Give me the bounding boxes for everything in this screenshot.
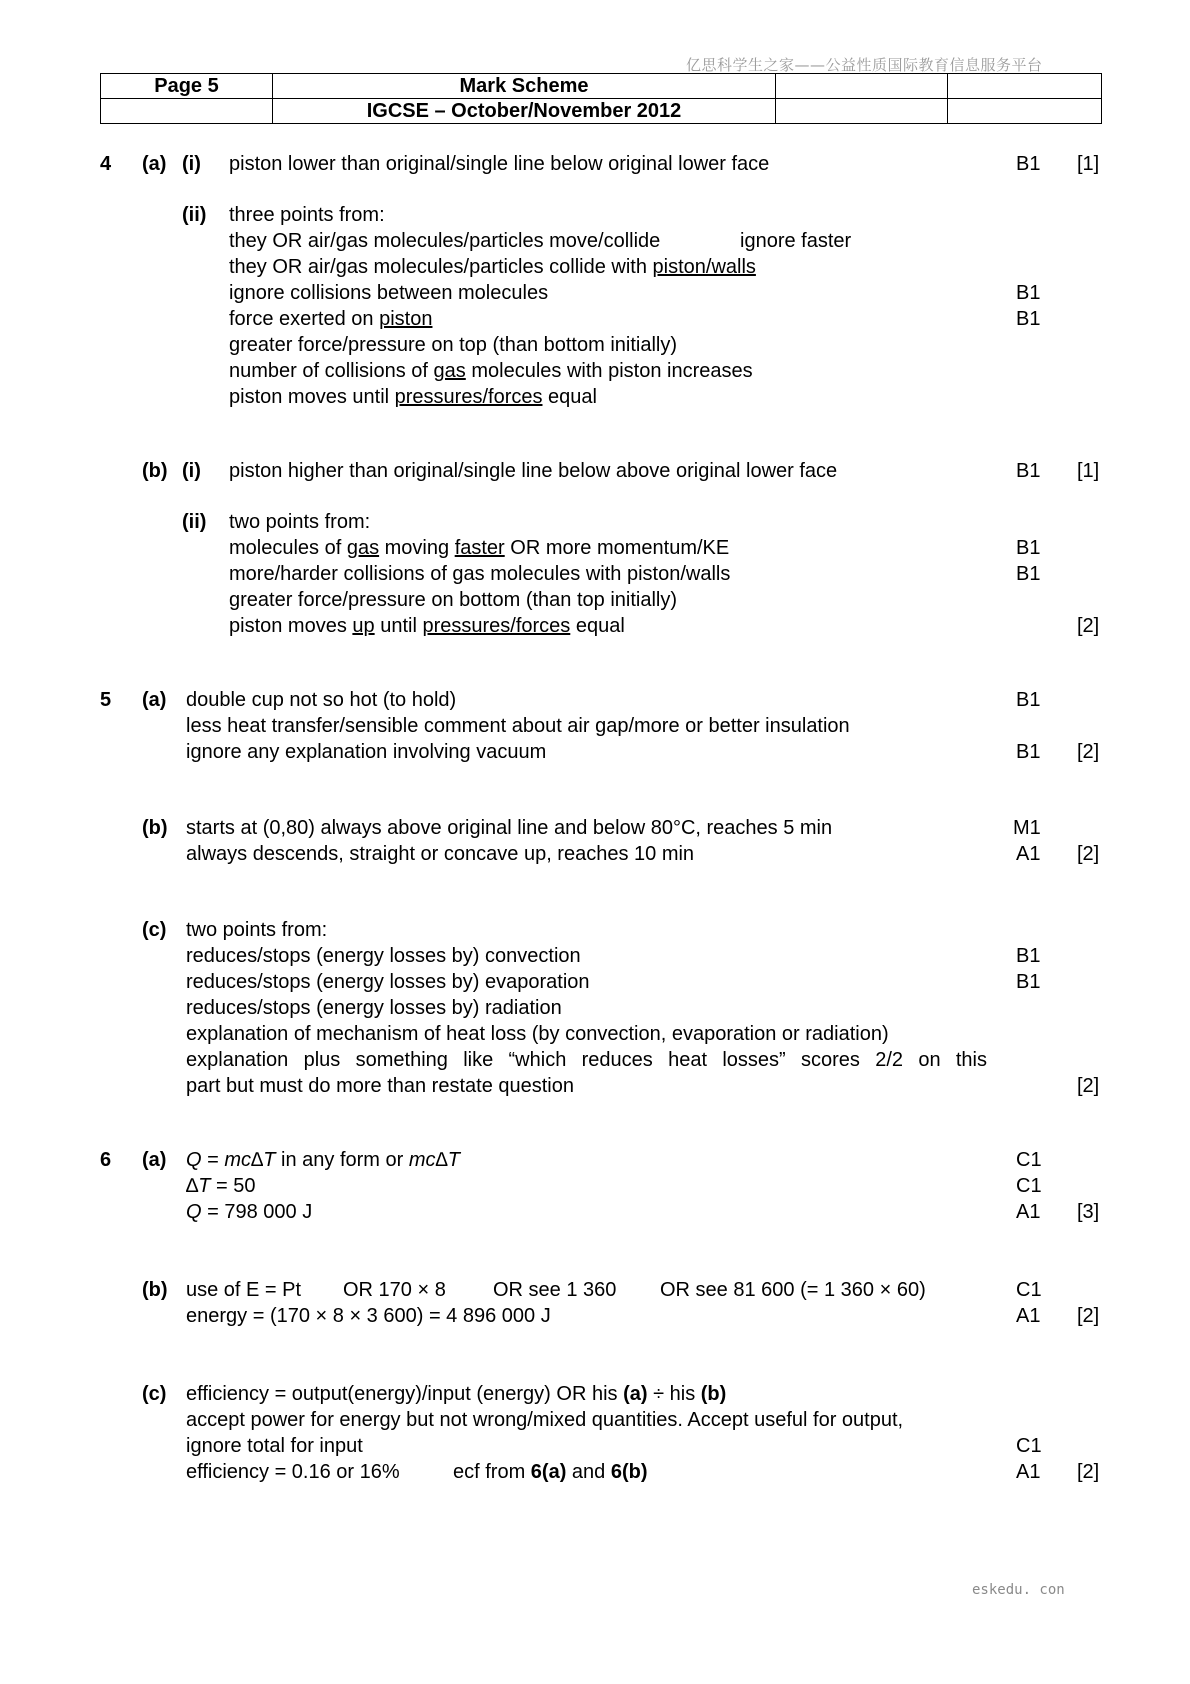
answer-text: OR see 81 600 (= 1 360 × 60) — [660, 1279, 926, 1301]
answer-text: ∆T = 50 — [186, 1175, 256, 1197]
question-number: 4 — [100, 153, 112, 175]
answer-text: piston higher than original/single line below above original lower face — [229, 460, 838, 482]
answer-text: part but must do more than restate question — [186, 1075, 574, 1097]
watermark-bottom: eskedu. con — [972, 1582, 1065, 1598]
mark: C1 — [1016, 1149, 1042, 1171]
total-mark: [2] — [1077, 615, 1100, 637]
header-empty-cell — [101, 99, 273, 124]
mark: B1 — [1016, 153, 1041, 175]
answer-text: use of E = Pt — [186, 1279, 302, 1301]
mark: B1 — [1016, 945, 1041, 967]
answer-text: two points from: — [186, 919, 328, 941]
part-label: (a) — [142, 153, 167, 175]
answer-text: OR see 1 360 — [493, 1279, 617, 1301]
answer-text: energy = (170 × 8 × 3 600) = 4 896 000 J — [186, 1305, 551, 1327]
answer-text: ignore total for input — [186, 1435, 363, 1457]
answer-note: ecf from 6(a) and 6(b) — [453, 1461, 648, 1483]
subpart-label: (i) — [182, 460, 201, 482]
mark: A1 — [1016, 843, 1041, 865]
answer-text: two points from: — [229, 511, 371, 533]
header-empty-cell — [776, 74, 948, 99]
answer-note: ignore faster — [740, 230, 852, 252]
mark: A1 — [1016, 1201, 1041, 1223]
header-empty-cell — [948, 74, 1102, 99]
total-mark: [2] — [1077, 1075, 1100, 1097]
mark: C1 — [1016, 1175, 1042, 1197]
answer-text: piston moves up until pressures/forces equal — [229, 615, 625, 637]
answer-text: number of collisions of gas molecules with piston increases — [229, 360, 753, 382]
mark: B1 — [1016, 971, 1041, 993]
mark: A1 — [1016, 1305, 1041, 1327]
mark: B1 — [1016, 689, 1041, 711]
answer-text: explanation of mechanism of heat loss (by convection, evaporation or radiation) — [186, 1023, 889, 1045]
answer-text: accept power for energy but not wrong/mixed quantities. Accept useful for output, — [186, 1409, 904, 1431]
total-mark: [2] — [1077, 741, 1100, 763]
answer-text: greater force/pressure on top (than bottom initially) — [229, 334, 677, 356]
answer-text: molecules of gas moving faster OR more momentum/KE — [229, 537, 730, 559]
watermark-top: 亿思科学生之家——公益性质国际教育信息服务平台 — [686, 56, 1043, 74]
answer-text: OR 170 × 8 — [343, 1279, 446, 1301]
answer-text: efficiency = 0.16 or 16% — [186, 1461, 400, 1483]
mark: B1 — [1016, 308, 1041, 330]
answer-text: more/harder collisions of gas molecules with piston/walls — [229, 563, 731, 585]
mark: C1 — [1016, 1435, 1042, 1457]
total-mark: [2] — [1077, 1461, 1100, 1483]
answer-text: reduces/stops (energy losses by) evaporation — [186, 971, 590, 993]
answer-text: three points from: — [229, 204, 385, 226]
answer-text: they OR air/gas molecules/particles collide with piston/walls — [229, 256, 756, 278]
answer-text: ignore collisions between molecules — [229, 282, 549, 304]
question-number: 5 — [100, 689, 112, 711]
answer-text: they OR air/gas molecules/particles move/collide — [229, 230, 661, 252]
part-label: (b) — [142, 817, 168, 839]
subpart-label: (ii) — [182, 511, 207, 533]
mark: C1 — [1016, 1279, 1042, 1301]
answer-text: Q = mc∆T in any form or mc∆T — [186, 1149, 460, 1171]
mark: B1 — [1016, 282, 1041, 304]
answer-text: reduces/stops (energy losses by) convection — [186, 945, 581, 967]
total-mark: [1] — [1077, 460, 1100, 482]
answer-text: piston lower than original/single line below original lower face — [229, 153, 770, 175]
mark: B1 — [1016, 563, 1041, 585]
answer-text: less heat transfer/sensible comment about air gap/more or better insulation — [186, 715, 850, 737]
answer-text: double cup not so hot (to hold) — [186, 689, 457, 711]
page-title: Mark Scheme — [273, 74, 776, 99]
mark: B1 — [1016, 460, 1041, 482]
header-table — [100, 73, 1102, 124]
header-empty-cell — [948, 99, 1102, 124]
subpart-label: (ii) — [182, 204, 207, 226]
part-label: (c) — [142, 1383, 167, 1405]
total-mark: [1] — [1077, 153, 1100, 175]
answer-text: piston moves until pressures/forces equal — [229, 386, 597, 408]
total-mark: [2] — [1077, 843, 1100, 865]
page-subtitle: IGCSE – October/November 2012 — [273, 99, 776, 124]
mark: B1 — [1016, 741, 1041, 763]
part-label: (c) — [142, 919, 167, 941]
part-label: (b) — [142, 1279, 168, 1301]
subpart-label: (i) — [182, 153, 201, 175]
answer-text: starts at (0,80) always above original line and below 80°C, reaches 5 min — [186, 817, 833, 839]
mark: M1 — [1013, 817, 1041, 839]
answer-text: ignore any explanation involving vacuum — [186, 741, 547, 763]
total-mark: [2] — [1077, 1305, 1100, 1327]
answer-text: always descends, straight or concave up, reaches 10 min — [186, 843, 695, 865]
total-mark: [3] — [1077, 1201, 1100, 1223]
mark: A1 — [1016, 1461, 1041, 1483]
header-empty-cell — [776, 99, 948, 124]
answer-text: efficiency = output(energy)/input (energy) OR his (a) ÷ his (b) — [186, 1383, 727, 1405]
answer-text: Q = 798 000 J — [186, 1201, 313, 1223]
answer-text: reduces/stops (energy losses by) radiation — [186, 997, 562, 1019]
page-number: Page 5 — [101, 74, 273, 99]
answer-text: greater force/pressure on bottom (than top initially) — [229, 589, 677, 611]
question-number: 6 — [100, 1149, 112, 1171]
mark: B1 — [1016, 537, 1041, 559]
part-label: (a) — [142, 689, 167, 711]
answer-text: explanation plus something like “which reduces heat losses” scores 2/2 on this — [186, 1049, 987, 1071]
part-label: (a) — [142, 1149, 167, 1171]
answer-text: force exerted on piston — [229, 308, 433, 330]
part-label: (b) — [142, 460, 168, 482]
